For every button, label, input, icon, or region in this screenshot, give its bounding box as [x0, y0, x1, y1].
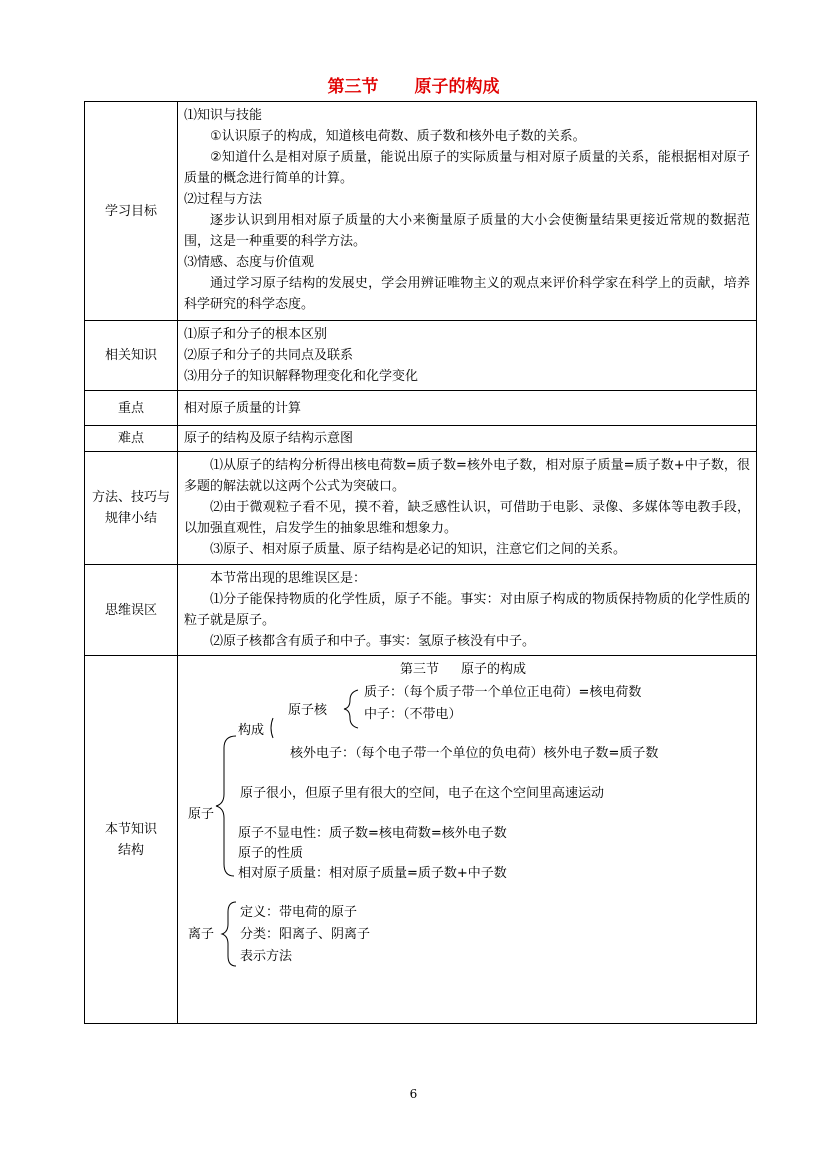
- goals-heading-3: ⑶情感、态度与价值观: [184, 255, 315, 270]
- label-mistakes: 思维误区: [85, 565, 178, 656]
- lesson-table: [84, 101, 757, 1024]
- atom-brace-icon: [216, 736, 236, 876]
- goals-p3: 逐步认识到用相对原子质量的大小来衡量原子质量的大小会使衡量结果更接近常规的数据范围，这是一种重要的科学方法。: [184, 213, 750, 249]
- page-number: 6: [409, 1087, 418, 1101]
- ion-def-text: 定义：带电荷的原子: [240, 905, 358, 920]
- title-section: 第三节: [327, 77, 379, 97]
- nucleus-brace-icon: [344, 690, 358, 728]
- label-difficult: 难点: [85, 426, 178, 452]
- property-text: 原子的性质: [238, 846, 304, 861]
- mistakes-p1: ⑴分子能保持物质的化学性质，原子不能。事实：对由原子构成的物质保持物质的化学性质的粒子就是原子。: [184, 592, 750, 628]
- mistakes-intro: 本节常出现的思维误区是：: [210, 571, 367, 586]
- row-key: [85, 391, 757, 426]
- ion-brace-icon: [222, 902, 236, 966]
- compose-brace-icon: [271, 718, 273, 738]
- proton-text: 质子：（每个质子带一个单位正电荷）=核电荷数: [364, 685, 642, 700]
- size-text: 原子很小，但原子里有很大的空间，电子在这个空间里高速运动: [240, 786, 605, 801]
- neutron-text: 中子：（不带电）: [364, 707, 462, 722]
- mass-text: 相对原子质量：相对原子质量=质子数+中子数: [238, 866, 507, 881]
- content-related: [178, 321, 757, 391]
- goals-heading-2: ⑵过程与方法: [184, 192, 263, 207]
- label-key: 重点: [85, 391, 178, 426]
- structure-label-line-2: 结构: [117, 842, 144, 858]
- content-difficult: 原子的结构及原子结构示意图: [178, 426, 757, 452]
- structure-diagram: [178, 656, 756, 1016]
- methods-p2: ⑵由于微观粒子看不见，摸不着，缺乏感性认识，可借助于电影、录像、多媒体等电教手段，以加强直观性，启发学生的抽象思维和想象力。: [184, 500, 750, 536]
- ion-repr-text: 表示方法: [240, 949, 293, 964]
- goals-heading-1: ⑴知识与技能: [184, 108, 263, 123]
- content-goals: [178, 102, 757, 321]
- row-goals: [85, 102, 757, 321]
- content-structure: [178, 656, 757, 1024]
- atom-text: 原子: [188, 807, 215, 822]
- title-name: 原子的构成: [414, 77, 500, 97]
- mistakes-p2: ⑵原子核都含有质子和中子。事实：氢原子核没有中子。: [210, 634, 536, 649]
- ion-class-text: 分类：阳离子、阴离子: [240, 927, 371, 942]
- page-title: [0, 72, 827, 97]
- related-item: ⑶用分子的知识解释物理变化和化学变化: [184, 369, 419, 384]
- content-key: 相对原子质量的计算: [178, 391, 757, 426]
- structure-label-line-1: 本节知识: [104, 821, 157, 837]
- goals-p1: ①认识原子的构成，知道核电荷数、质子数和核外电子数的关系。: [210, 129, 586, 144]
- content-methods: [178, 452, 757, 565]
- structure-heading: 第三节 原子的构成: [400, 662, 527, 677]
- neutral-text: 原子不显电性：质子数=核电荷数=核外电子数: [238, 826, 507, 841]
- row-methods: [85, 452, 757, 565]
- row-structure: [85, 656, 757, 1024]
- label-methods: 方法、技巧与规律小结: [85, 452, 178, 565]
- label-goals: 学习目标: [85, 102, 178, 321]
- related-item: ⑵原子和分子的共同点及联系: [184, 348, 354, 363]
- electron-text: 核外电子：（每个电子带一个单位的负电荷）核外电子数=质子数: [290, 746, 659, 761]
- methods-p3: ⑶原子、相对原子质量、原子结构是必记的知识，注意它们之间的关系。: [210, 542, 627, 557]
- ion-text: 离子: [188, 927, 215, 942]
- goals-p2: ②知道什么是相对原子质量，能说出原子的实际质量与相对原子质量的关系，能根据相对原子质量的概念进行简单的计算。: [184, 150, 750, 186]
- goals-p4: 通过学习原子结构的发展史，学会用辨证唯物主义的观点来评价科学家在科学上的贡献，培养科学研究的科学态度。: [184, 276, 750, 312]
- compose-text: 构成: [238, 723, 265, 738]
- related-item: ⑴原子和分子的根本区别: [184, 327, 328, 342]
- label-related: 相关知识: [85, 321, 178, 391]
- content-mistakes: [178, 565, 757, 656]
- row-difficult: [85, 426, 757, 452]
- label-structure: [85, 656, 178, 1024]
- methods-p1: ⑴从原子的结构分析得出核电荷数=质子数=核外电子数，相对原子质量=质子数+中子数，很多题的解法就以这两个公式为突破口。: [184, 458, 750, 494]
- row-mistakes: [85, 565, 757, 656]
- row-related: [85, 321, 757, 391]
- nucleus-text: 原子核: [288, 703, 328, 718]
